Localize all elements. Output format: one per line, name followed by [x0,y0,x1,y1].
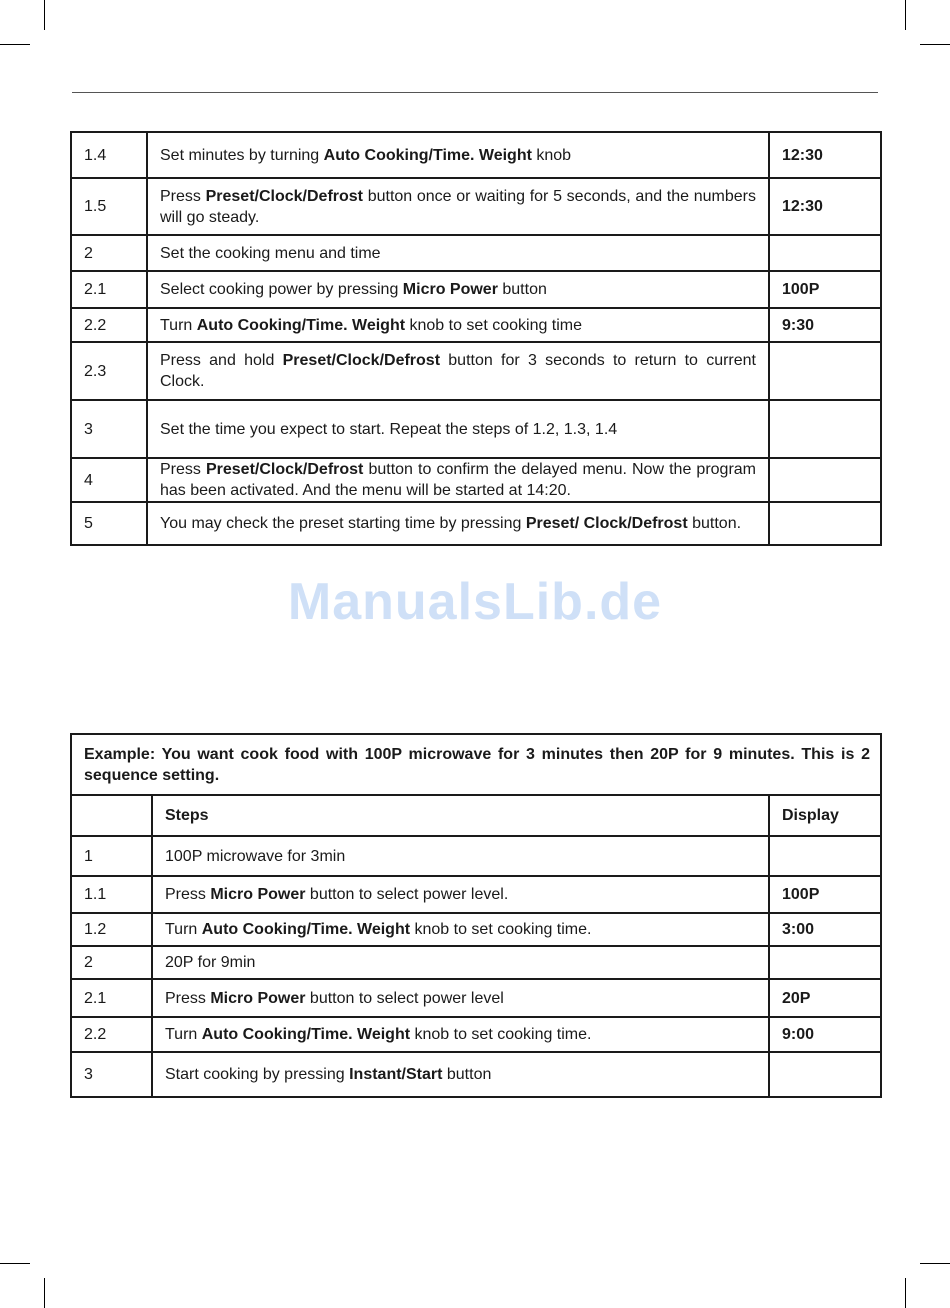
step-number: 2.3 [71,342,147,400]
display-value: 100P [769,876,881,913]
description-text: Turn [165,1026,202,1043]
step-description [147,178,769,235]
delay-start-table-body [71,132,881,545]
display-value [769,502,881,545]
example-step-row [71,1052,881,1097]
display-value [769,1052,881,1097]
example-step-row [71,1017,881,1052]
delay-step-row [71,502,881,545]
step-number: 1 [71,836,152,876]
example-table [70,733,882,1098]
example-step-row [71,836,881,876]
description-text: Press [160,187,206,205]
step-description [147,342,769,400]
step-number: 3 [71,400,147,458]
description-text: You may check the preset starting time by pressing [160,515,526,532]
crop-mark-top-right-h [920,44,950,45]
delay-step-row [71,342,881,400]
delay-step-row [71,400,881,458]
display-value: 9:00 [769,1017,881,1052]
description-text: button [442,1066,492,1083]
display-value: 9:30 [769,308,881,342]
step-number: 2.2 [71,308,147,342]
step-description [152,979,769,1017]
crop-mark-bottom-right-h [920,1263,950,1264]
step-number: 2.1 [71,271,147,308]
description-text: Press [165,886,211,903]
step-number: 1.1 [71,876,152,913]
delay-step-row [71,132,881,178]
step-number: 2 [71,235,147,271]
step-number: 1.4 [71,132,147,178]
step-description [147,132,769,178]
step-description [147,458,769,502]
description-text: 20P for 9min [165,954,256,971]
crop-mark-bottom-right-v [905,1278,906,1308]
control-name: Auto Cooking/Time. Weight [201,921,411,938]
header-display: Display [769,795,881,836]
control-name: Preset/Clock/Defrost [205,187,363,205]
description-text: button to confirm the delayed menu. Now the program has been activated. And the menu will be started at 14:20. [160,461,757,499]
step-number: 5 [71,502,147,545]
display-value: 20P [769,979,881,1017]
control-name: Micro Power [402,281,498,298]
description-text: Set the cooking menu and time [160,244,381,262]
control-name: Auto Cooking/Time. Weight [196,316,406,334]
description-text: Select cooking power by pressing [160,281,403,298]
crop-mark-top-right-v [905,0,906,30]
display-value [769,458,881,502]
description-text: knob [531,146,572,164]
example-step-row [71,876,881,913]
step-number: 4 [71,458,147,502]
description-text: Turn [160,316,197,334]
control-name: Preset/Clock/Defrost [282,352,441,369]
example-step-row [71,946,881,979]
display-value [769,400,881,458]
display-value: 12:30 [769,132,881,178]
description-text: Press [165,989,211,1007]
delay-step-row [71,308,881,342]
crop-mark-bottom-left-h [0,1263,30,1264]
description-text: button once or waiting for 5 seconds, and the numbers will go steady. [160,187,757,226]
step-description [147,308,769,342]
crop-mark-bottom-left-v [44,1278,45,1308]
step-number: 1.2 [71,913,152,946]
display-value [769,342,881,400]
step-number: 2.1 [71,979,152,1017]
display-value [769,235,881,271]
delay-step-row [71,458,881,502]
example-table-body [71,734,881,1097]
description-text: 100P microwave for 3min [165,847,346,865]
control-name: Micro Power [210,989,306,1007]
delay-step-row [71,235,881,271]
header-rule [72,92,878,93]
description-text: Press [160,461,206,478]
description-text: Set the time you expect to start. Repeat the steps of 1.2, 1.3, 1.4 [160,420,618,438]
description-text: button [497,281,547,298]
description-text: button. [687,515,742,532]
description-text: Start cooking by pressing [165,1066,350,1083]
example-title: Example: You want cook food with 100P microwave for 3 minutes then 20P for 9 minutes. This is 2 sequence setting. [71,734,881,795]
step-number: 1.5 [71,178,147,235]
description-text: button to select power level. [305,886,509,903]
step-number: 2 [71,946,152,979]
step-number: 2.2 [71,1017,152,1052]
description-text: Turn [165,921,202,938]
header-steps: Steps [152,795,769,836]
step-description [152,876,769,913]
delay-step-row [71,271,881,308]
description-text: button for 3 seconds to return to current Clock. [160,352,756,390]
control-name: Auto Cooking/Time. Weight [201,1026,411,1043]
crop-mark-top-left-v [44,0,45,30]
example-header-row [71,795,881,836]
display-value [769,836,881,876]
step-description [147,271,769,308]
control-name: Preset/Clock/Defrost [205,461,364,478]
header-step-cell [71,795,152,836]
control-name: Preset/ Clock/Defrost [525,515,688,532]
description-text: Press and hold [160,352,283,369]
example-step-row [71,913,881,946]
example-step-row [71,979,881,1017]
control-name: Instant/Start [349,1066,443,1083]
step-description [152,836,769,876]
description-text: knob to set cooking time. [410,1026,592,1043]
delay-step-row [71,178,881,235]
description-text: Set minutes by turning [160,146,324,164]
step-description [152,1017,769,1052]
step-description [147,502,769,545]
display-value: 3:00 [769,913,881,946]
delay-start-table [70,131,882,546]
step-description [152,946,769,979]
step-description [147,400,769,458]
description-text: knob to set cooking time [405,316,583,334]
description-text: knob to set cooking time. [410,921,592,938]
control-name: Micro Power [210,886,306,903]
step-description [147,235,769,271]
display-value: 100P [769,271,881,308]
description-text: button to select power level [305,989,504,1007]
step-description [152,1052,769,1097]
crop-mark-top-left-h [0,44,30,45]
display-value: 12:30 [769,178,881,235]
step-description [152,913,769,946]
example-title-row [71,734,881,795]
display-value [769,946,881,979]
watermark: ManualsLib.de [287,573,663,631]
control-name: Auto Cooking/Time. Weight [323,146,532,164]
step-number: 3 [71,1052,152,1097]
